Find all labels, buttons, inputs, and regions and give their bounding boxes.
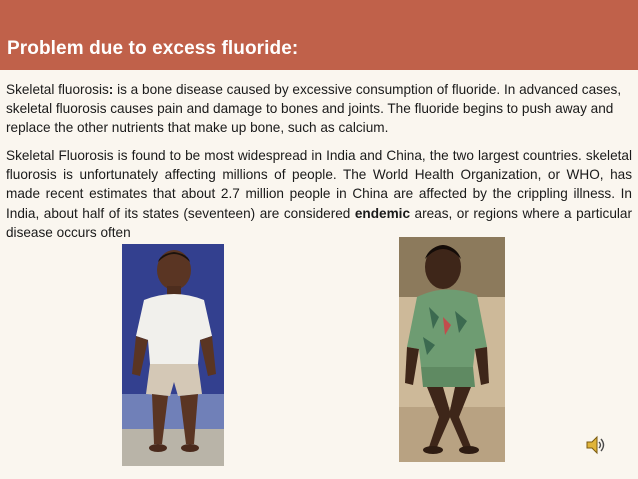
prevalence-text: Skeletal Fluorosis is found to be most widespread in India and China, the two largest countries. skeletal fluorosis is unfortunately affecting millions of people. The World Health Organization, or WHO, has made recent estimates that about 2.7 million people in China are affected by the crippling illness. In India, about half of its states (seventeen) are considered — [6, 148, 632, 221]
paragraph-skeletal-fluorosis-definition — [6, 80, 634, 138]
slide-title: Problem due to excess fluoride: — [7, 38, 299, 59]
prevalence-text-end: areas, or regions where a particular disease occurs often — [6, 205, 632, 240]
paragraph-prevalence — [6, 146, 632, 242]
endemic-term: endemic — [354, 205, 411, 221]
speaker-icon[interactable] — [585, 434, 607, 456]
photo-child-left — [122, 244, 224, 466]
photo-child-right — [399, 237, 505, 462]
lead-term: Skeletal fluorosis — [6, 82, 109, 97]
definition-text: is a bone disease caused by excessive consumption of fluoride. In advanced cases, skeletal fluorosis causes pain and damage to bones and joints. The fluoride begins to push away and replace the other nutrients that make up bone, such as calcium. — [6, 82, 622, 136]
lead-colon: : — [108, 82, 114, 97]
